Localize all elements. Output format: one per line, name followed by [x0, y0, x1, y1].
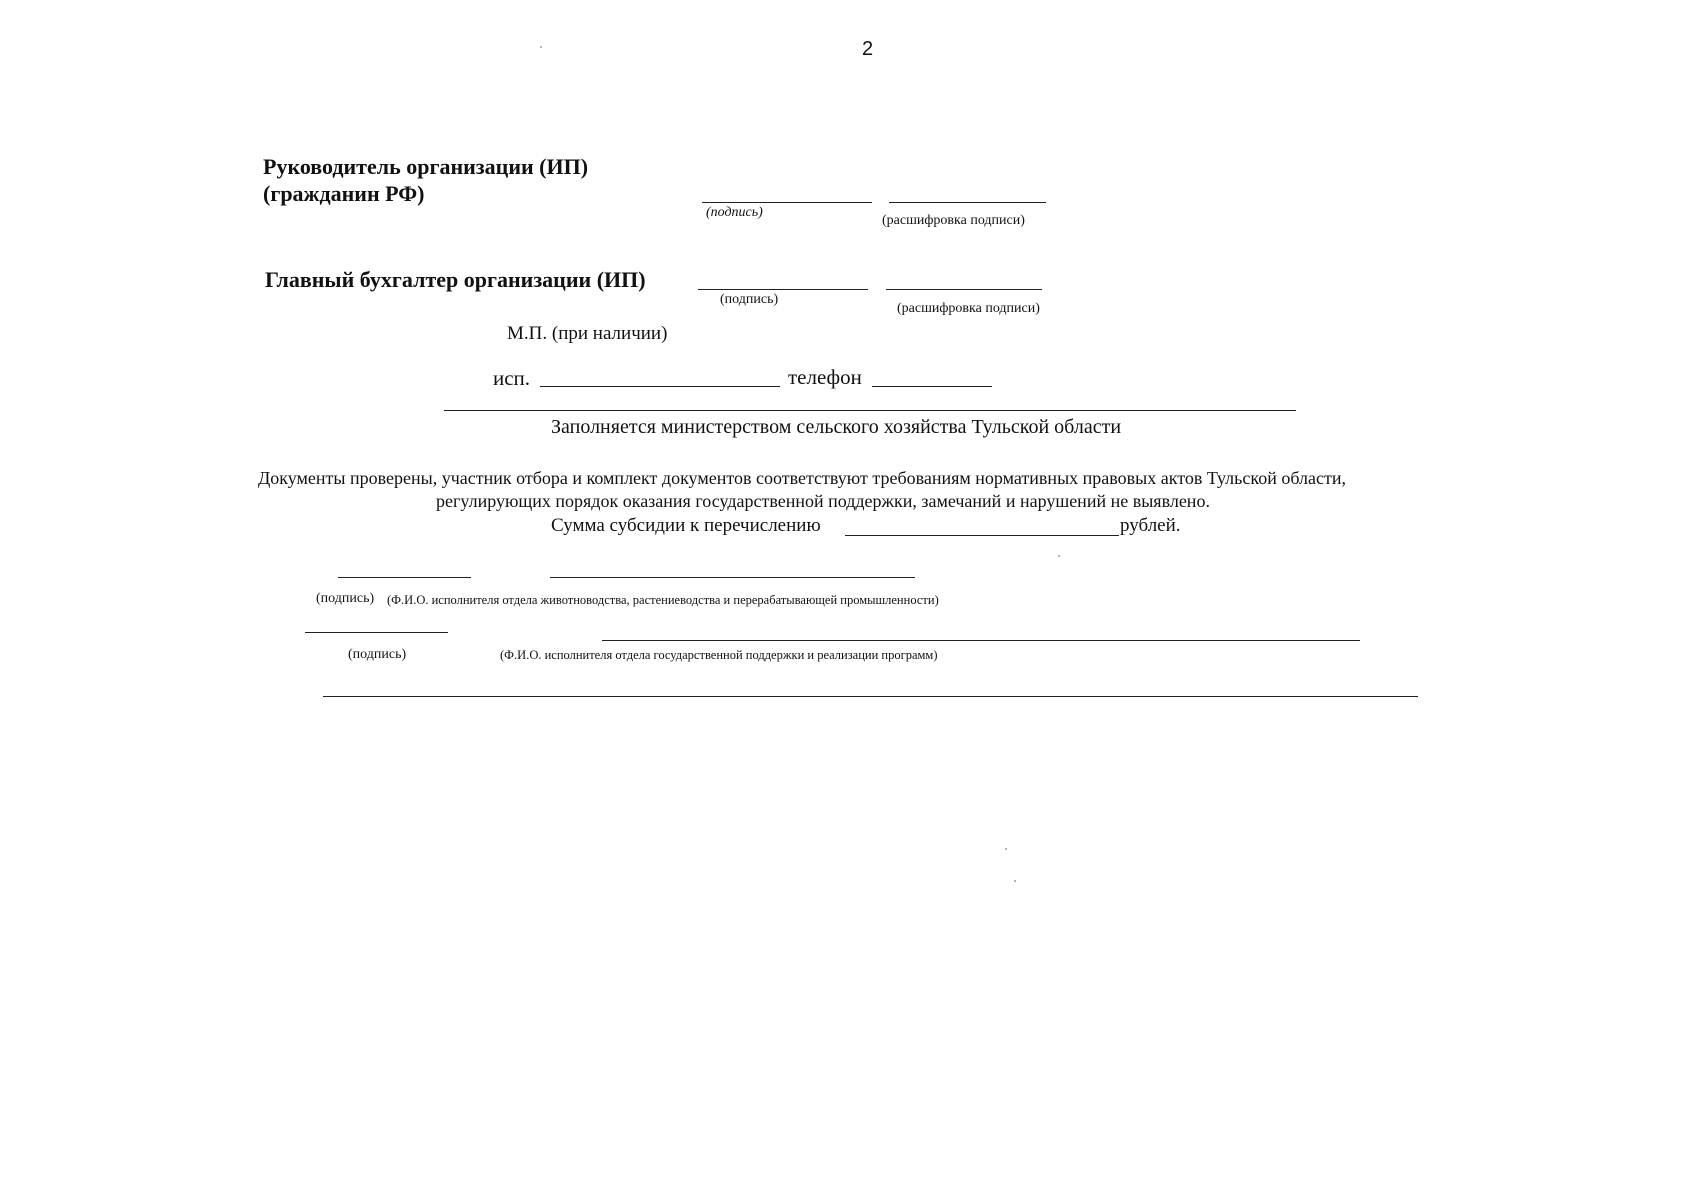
- phone-line[interactable]: [872, 386, 992, 387]
- head-signature-line[interactable]: [702, 202, 872, 203]
- verification-text-line2: регулирующих порядок оказания государственной поддержки, замечаний и нарушений не выявлено.: [436, 491, 1210, 511]
- support-signature-caption: (подпись): [348, 647, 407, 662]
- ministry-heading: Заполняется министерством сельского хозяйства Тульской области: [551, 416, 1122, 438]
- scan-speck: [540, 46, 542, 48]
- support-name-line[interactable]: [602, 640, 1360, 641]
- executor-name-line[interactable]: [540, 386, 780, 387]
- accountant-signature-line[interactable]: [698, 289, 868, 290]
- support-name-caption: (Ф.И.О. исполнителя отдела государственной поддержки и реализации программ): [500, 648, 938, 662]
- livestock-signature-caption: (подпись): [316, 591, 375, 606]
- bottom-divider: [323, 696, 1418, 697]
- scan-speck: [1014, 880, 1016, 882]
- accountant-signature-caption: (подпись): [720, 292, 779, 307]
- accountant-title: Главный бухгалтер организации (ИП): [265, 267, 646, 292]
- accountant-decoding-caption: (расшифровка подписи): [897, 301, 1040, 316]
- accountant-decoding-line[interactable]: [886, 289, 1042, 290]
- subsidy-label: Сумма субсидии к перечислению: [551, 515, 821, 536]
- scan-speck: [1058, 555, 1060, 557]
- livestock-name-line[interactable]: [550, 577, 915, 578]
- livestock-signature-line[interactable]: [338, 577, 471, 578]
- subsidy-unit: рублей.: [1120, 515, 1181, 536]
- phone-label: телефон: [788, 365, 862, 389]
- executor-label: исп.: [493, 366, 531, 390]
- head-subtitle: (гражданин РФ): [263, 181, 425, 206]
- head-title: Руководитель организации (ИП): [263, 154, 589, 179]
- head-decoding-line[interactable]: [889, 202, 1046, 203]
- scan-speck: [1005, 848, 1007, 850]
- verification-text-line1: Документы проверены, участник отбора и комплект документов соответствуют требованиям нормативных правовых актов Тульской области,: [258, 468, 1346, 488]
- subsidy-amount-line[interactable]: [845, 535, 1119, 536]
- section-divider: [444, 410, 1296, 411]
- head-decoding-caption: (расшифровка подписи): [882, 213, 1025, 228]
- livestock-name-caption: (Ф.И.О. исполнителя отдела животноводства, растениеводства и перерабатывающей промышленности): [387, 593, 939, 607]
- page-number: 2: [862, 38, 874, 60]
- support-signature-line[interactable]: [305, 632, 448, 633]
- stamp-note: М.П. (при наличии): [507, 323, 668, 344]
- head-signature-caption: (подпись): [706, 205, 763, 220]
